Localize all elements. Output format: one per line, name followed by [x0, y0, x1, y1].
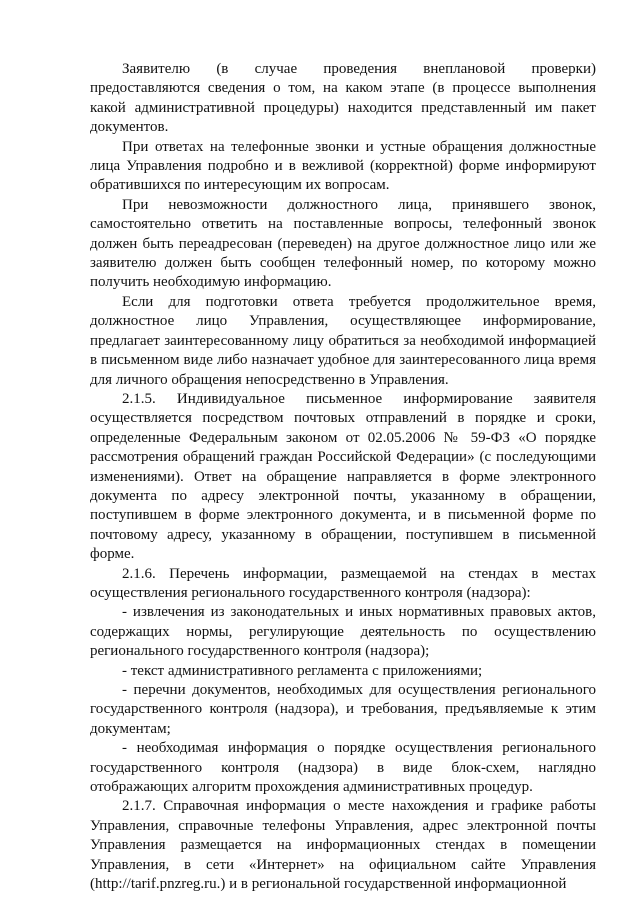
paragraph-long-answer: Если для подготовки ответа требуется продолжительное время, должностное лицо Управления, осуществляющее информирование, предлагает заинтересованному лицу обратиться за необходимой информацией в письменном виде либо назначает удобное для заинтересованного лица время для личного обращения непосредственно в Управления. [90, 293, 596, 388]
paragraph-applicant-status-info: Заявителю (в случае проведения внеплановой проверки) предоставляются сведения о том, на каком этапе (в процессе выполнения какой административной процедуры) находится представленный им пакет документов. [90, 61, 596, 136]
paragraph-2-1-7: 2.1.7. Справочная информация о месте нахождения и графике работы Управления, справочные телефоны Управления, адрес электронной почты Управления размещается на информационных стендах в помещении Управления, в сети «Интернет» на официальном сайте Управления (http://tarif.pnzreg.ru.) и в региональной государственной информационной [90, 798, 596, 893]
list-item-flowcharts: - необходимая информация о порядке осуществления регионального государственного контроля (надзора) в виде блок-схем, наглядно отображающих алгоритм прохождения административных процедур. [90, 740, 596, 796]
list-item-legal-extracts: - извлечения из законодательных и иных нормативных правовых актов, содержащих нормы, регулирующие деятельность по осуществлению регионального государственного контроля (надзора); [90, 604, 596, 660]
paragraph-phone-calls: При ответах на телефонные звонки и устные обращения должностные лица Управления подробно и в вежливой (корректной) форме информируют обратившихся по интересующим их вопросам. [90, 138, 596, 194]
paragraph-call-redirect: При невозможности должностного лица, принявшего звонок, самостоятельно ответить на поставленные вопросы, телефонный звонок должен быть переадресован (переведен) на другое должностное лицо или же заявителю должен быть сообщен телефонный номер, по которому можно получить необходимую информацию. [90, 196, 596, 291]
paragraph-2-1-5: 2.1.5. Индивидуальное письменное информирование заявителя осуществляется посредством почтовых отправлений в порядке и сроки, определенные Федеральным законом от 02.05.2006 № 59-ФЗ «О порядке рассмотрения обращений граждан Российской Федерации» (с последующими изменениями). Ответ на обращение направляется в форме электронного документа по адресу электронной почты, указанному в обращении, поступившем в форме электронного документа, и в письменной форме по почтовому адресу, указанному в обращении, поступившем в письменной форме. [90, 390, 596, 563]
document-page [90, 60, 596, 894]
list-item-document-lists: - перечни документов, необходимых для осуществления регионального государственного контроля (надзора), и требования, предъявляемые к этим документам; [90, 682, 596, 737]
paragraph-2-1-6: 2.1.6. Перечень информации, размещаемой на стендах в местах осуществления регионального государственного контроля (надзора): [90, 565, 596, 601]
list-item-regulation-text: - текст административного регламента с приложениями; [122, 662, 483, 679]
